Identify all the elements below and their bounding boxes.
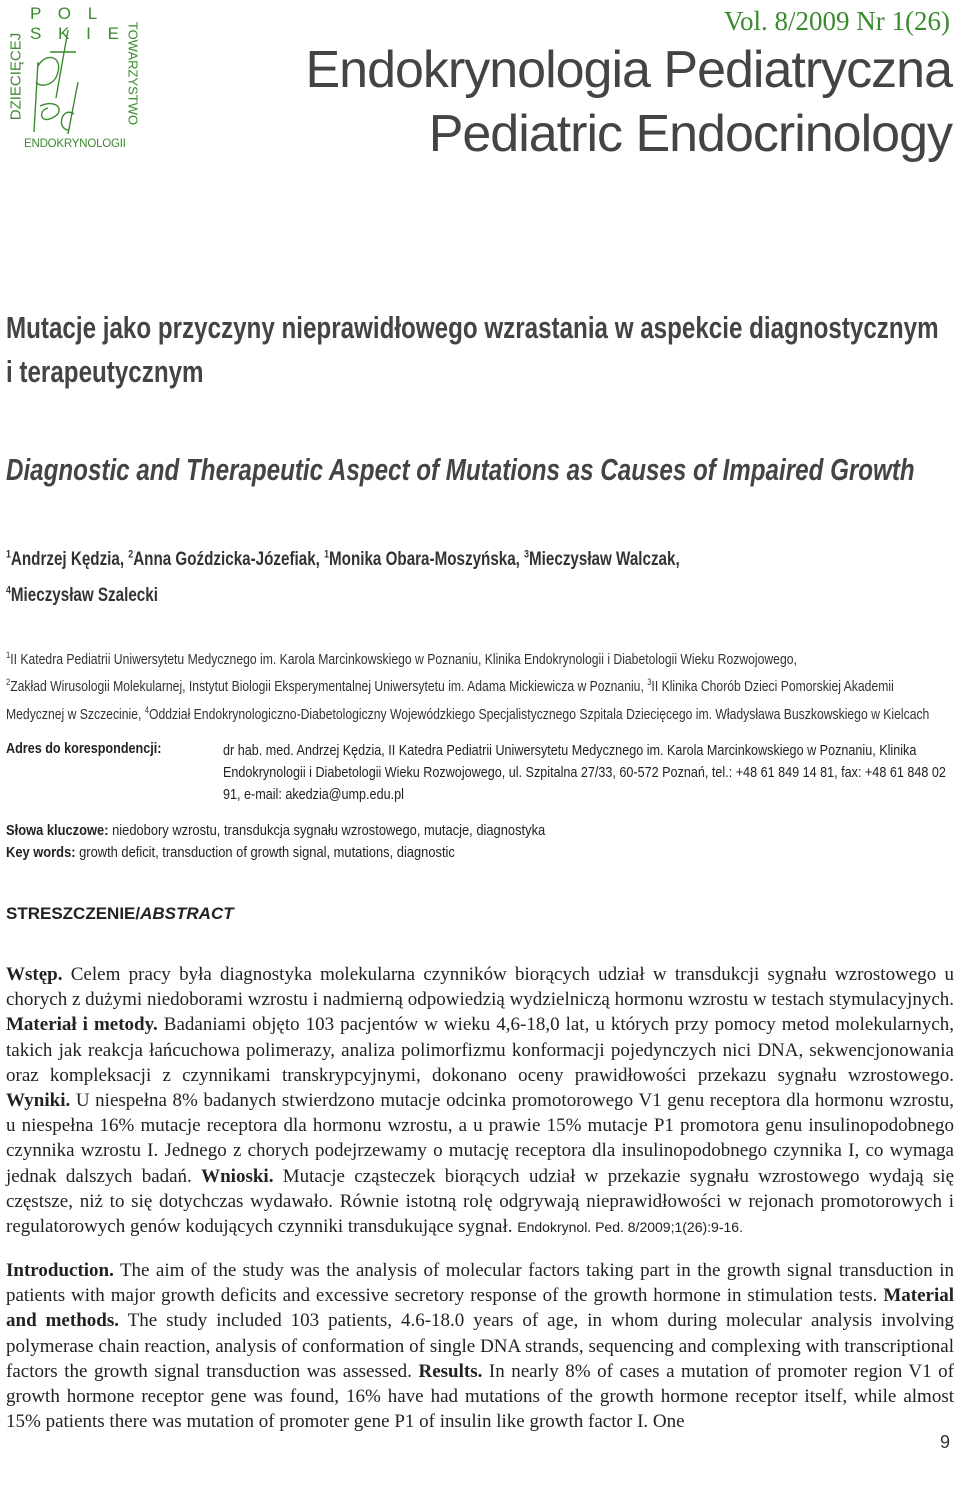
abstract-heading: STRESZCZENIE/ABSTRACT bbox=[6, 904, 234, 923]
keywords-pl: niedobory wzrostu, transdukcja sygnału wzrostowego, mutacje, diagnostyka bbox=[108, 822, 546, 839]
correspondence-address: dr hab. med. Andrzej Kędzia, II Katedra Pediatrii Uniwersytetu Medycznego im. Karola Marcinkowskiego w Poznaniu, Klinika Endokrynologii i Diabetologii Wieku Rozwojowego, ul. Szpitalna 27/33, 60-572 Poznań, tel.: +48 61 849 14 81, fax: +48 61 848 02 91, e-mail: akedzia@ump.edu.pl bbox=[223, 742, 946, 803]
author: $^1$Monika Obara-Moszyńska, bbox=[324, 549, 525, 571]
author-list bbox=[6, 540, 934, 611]
author: $^1$Andrzej Kędzia, bbox=[6, 549, 129, 571]
author: $^3$Mieczysław Walczak, bbox=[524, 549, 680, 571]
keywords-pl-label: Słowa kluczowe: bbox=[6, 822, 109, 839]
citation: Endokrynol. Ped. 8/2009;1(26):9-16. bbox=[517, 1219, 743, 1236]
volume-info: Vol. 8/2009 Nr 1(26) bbox=[724, 6, 950, 36]
journal-title-pl: Endokrynologia Pediatryczna bbox=[305, 41, 952, 99]
keywords bbox=[6, 820, 677, 864]
journal-logo bbox=[4, 4, 141, 154]
logo-top-text: P O L S K I E bbox=[30, 4, 125, 43]
logo-left-text: DZIECIĘCEJ bbox=[7, 32, 25, 121]
keywords-en-label: Key words: bbox=[6, 844, 76, 861]
keywords-en: growth deficit, transduction of growth signal, mutations, diagnostic bbox=[75, 844, 455, 861]
article-title-pl: Mutacje jako przyczyny nieprawidłowego wzrastania w aspekcie diagnostycznym i terapeutycznym bbox=[6, 310, 939, 389]
abstract-pl: Wstęp. Celem pracy była diagnostyka molekularna czynników biorących udział w transdukcji sygnału wzrostowego u chorych z dużymi niedoborami wzrostu i nadmierną odpowiedzią wydzielniczą hormonu wzrostu w testach stymulacyjnych. Materiał i metody. Badaniami objęto 103 pacjentów w wieku 4,6-18,0 lat, u których przy pomocy metod molekularnych, takich jak reakcja łańcuchowa polimerazy, analiza polimorfizmu konformacji pojedynczych nici DNA, sekwencjonowania oraz kompleksacji z czynnikami transkrypcyjnymi, dokonano oceny prawidłowości przekazu sygnału wzrostowego. Wyniki. U niespełna 8% badanych stwierdzono mutacje odcinka promotorowego V1 genu receptora dla hormonu wzrostu, u niespełna 16% mutacje receptora dla hormonu wzrostu, a u prawie 15% mutacje P1 promotora genu insulinopodobnego czynnika wzrostu I. Jednego z chorych podejrzewamy o mutację receptora dla insulinopodobnego czynnika I, co wymaga jednak dalszych badań. Wnioski. Mutacje cząsteczek biorących udział w przekazie sygnału wzrostowego wydają się częstsze, niż to się dotychczas wydawało. Równie istotną rolę odgrywają nieprawidłowości w rejonach promotorowych i regulatorowych genów kodujących czynniki transdukujące sygnał. Endokrynol. Ped. 8/2009;1(26):9-16. bbox=[6, 964, 955, 1238]
article-title-en: Diagnostic and Therapeutic Aspect of Mutations as Causes of Impaired Growth bbox=[6, 452, 915, 487]
logo-right-text: TOWARZYSTWO bbox=[125, 21, 141, 126]
journal-title-en: Pediatric Endocrinology bbox=[428, 105, 952, 163]
affiliations: $^1$II Katedra Pediatrii Uniwersytetu Medycznego im. Karola Marcinkowskiego w Poznaniu, Klinika Endokrynologii i Diabetologii Wieku Rozwojowego, $^2$Zakład Wirusologii Molekularnej, Instytut Biologii Eksperymentalnej Uniwersytetu im. Adama Mickiewicza w Poznaniu, $^3$II Klinika Chorób Dzieci Pomorskiej Akademii Medycznej w Szczecinie, $^4$Oddział Endokrynologiczno-Diabetologiczny Wojewódzkiego Specjalistycznego Szpitala Dziecięcego im. Władysława Buszkowskiego w Kielcach bbox=[6, 650, 930, 723]
page-number: 9 bbox=[939, 1432, 950, 1452]
logo-bottom-text: ENDOKRYNOLOGII bbox=[24, 138, 126, 150]
abstract-en: Introduction. The aim of the study was the analysis of molecular factors taking part in the growth signal transduction in patients with major growth deficits and excessive secretory response of the growth hormone in stimulation tests. Material and methods. The study included 103 patients, 4.6-18.0 years of age, in whom during molecular analysis involving polymerase chain reaction, analysis of conformation of single DNA strands, sequencing and complexing with transcriptional factors the growth signal transduction was assessed. Results. In nearly 8% of cases a mutation of promoter region V1 of growth hormone receptor gene was found, 16% have had mutations of the growth hormone receptor itself, while almost 15% patients there was mutation of promoter gene P1 of insulin like growth factor I. One bbox=[6, 1260, 954, 1433]
author: $^4$Mieczysław Szalecki bbox=[6, 584, 158, 606]
correspondence-label: Adres do korespondencji: bbox=[6, 740, 162, 757]
logo-mark-icon bbox=[28, 22, 88, 137]
author: $^2$Anna Goździcka-Józefiak, bbox=[128, 549, 325, 571]
